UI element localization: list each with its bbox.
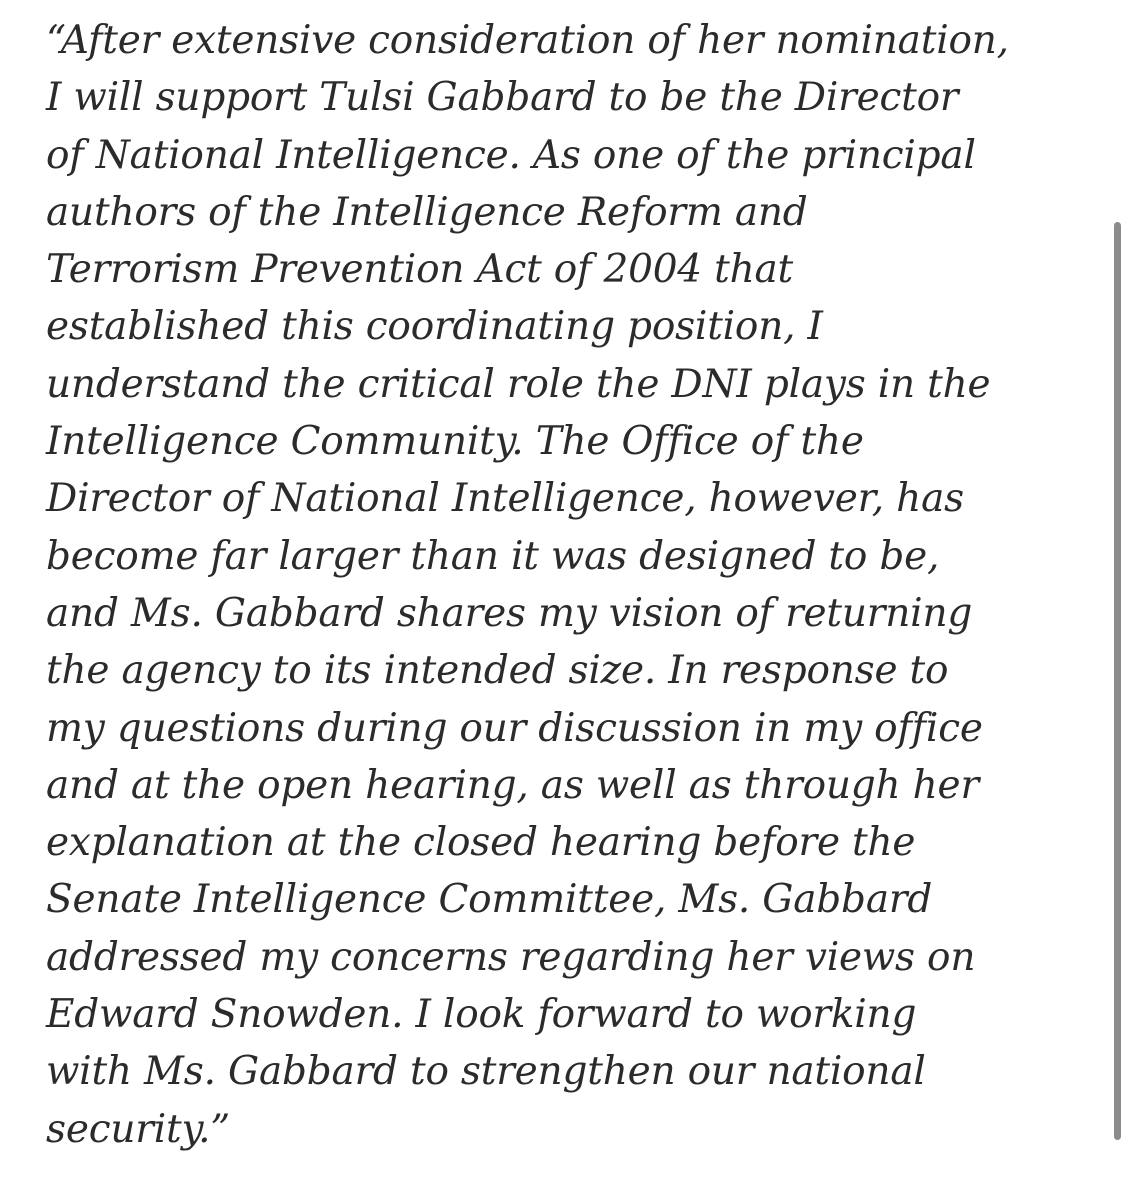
quote-line: “After extensive consideration of her nomination, (46, 18, 1009, 63)
quote-line: authors of the Intelligence Reform and (46, 189, 808, 235)
quote-line: addressed my concerns regarding her views on (46, 934, 976, 980)
quote-line: Director of National Intelligence, however, has (46, 476, 964, 522)
quote-line: Edward Snowden. I look forward to working (46, 992, 917, 1038)
quote-line: my questions during our discussion in my office (46, 705, 983, 751)
quote-line: and at the open hearing, as well as through her (46, 762, 979, 808)
quote-line: become far larger than it was designed to be, (46, 533, 940, 579)
quote-line: Terrorism Prevention Act of 2004 that (46, 247, 794, 293)
quote-line: established this coordinating position, I (46, 304, 823, 350)
quote-line: Senate Intelligence Committee, Ms. Gabbard (46, 877, 933, 923)
quote-line: with Ms. Gabbard to strengthen our national (46, 1049, 926, 1095)
quote-line: of National Intelligence. As one of the principal (46, 132, 976, 178)
quote-line: explanation at the closed hearing before the (46, 820, 916, 866)
quote-line: and Ms. Gabbard shares my vision of returning (46, 590, 973, 636)
quote-line: the agency to its intended size. In response to (46, 648, 949, 694)
quote-text-block (46, 12, 1076, 1158)
scrollbar-thumb[interactable] (1114, 222, 1121, 1140)
quote-line: I will support Tulsi Gabbard to be the Director (46, 75, 959, 121)
quote-line: Intelligence Community. The Office of the (46, 419, 864, 465)
quote-line: security.” (46, 1106, 231, 1152)
quote-line: understand the critical role the DNI plays in the (46, 361, 991, 407)
